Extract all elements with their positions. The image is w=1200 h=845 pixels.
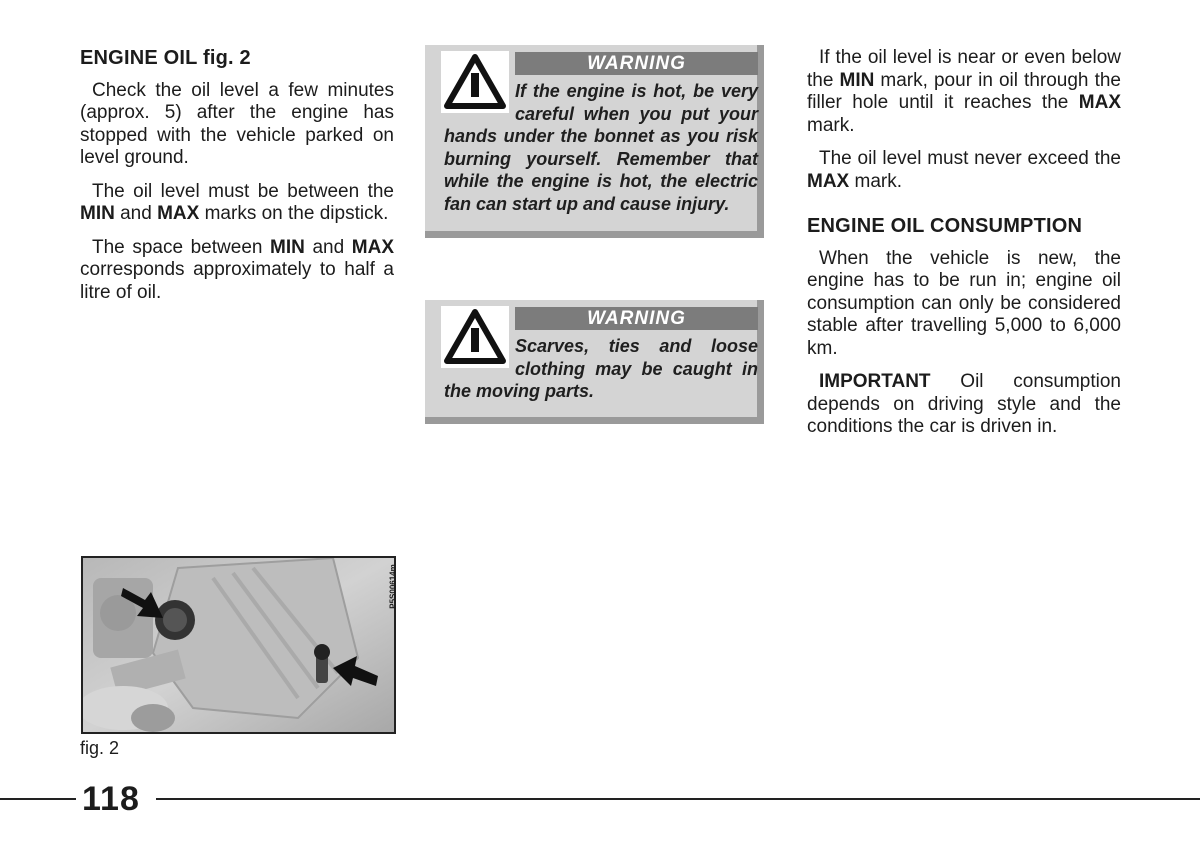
warning-title: WARNING <box>515 52 758 75</box>
right-column <box>807 47 1121 450</box>
figure-code: P5S00614m <box>388 564 398 609</box>
paragraph-oil-level-range: The oil level must be between the MIN and MAX marks on the dipstick. <box>80 180 394 224</box>
paragraph-check-oil: Check the oil level a few minutes (approx. 5) after the engine has stopped with the vehicle parked on level ground. <box>80 79 394 168</box>
warning-title: WARNING <box>515 307 758 330</box>
warning-box-clothing <box>425 300 764 424</box>
paragraph-min-max-space: The space between MIN and MAX corresponds approximately to half a litre of oil. <box>80 236 394 303</box>
paragraph-never-exceed: The oil level must never exceed the MAX mark. <box>807 148 1121 192</box>
engine-bay-photo <box>81 556 396 734</box>
paragraph-top-up-oil: If the oil level is near or even below the MIN mark, pour in oil through the filler hole until it reaches the MAX mark. <box>807 47 1121 136</box>
left-column <box>80 47 394 315</box>
warning-box-hot-engine <box>425 45 764 238</box>
warning-text: If the engine is hot, be very careful when you put your hands under the bonnet as you risk burning yourself. Remember that while the engine is hot, the electric fan can start up and cause injury. <box>444 81 758 214</box>
section-heading-engine-oil: ENGINE OIL fig. 2 <box>80 47 251 69</box>
page-number: 118 <box>82 780 140 818</box>
footer-rule-right <box>156 798 1200 800</box>
paragraph-important: IMPORTANT Oil consumption depends on driving style and the conditions the car is driven in. <box>807 371 1121 437</box>
section-heading-oil-consumption: ENGINE OIL CONSUMPTION <box>807 215 1083 237</box>
paragraph-running-in: When the vehicle is new, the engine has to be run in; engine oil consumption can only be considered stable after travelling 5,000 to 6,000 km. <box>807 247 1121 359</box>
footer-rule-left <box>0 798 76 800</box>
figure-caption: fig. 2 <box>80 738 120 758</box>
warning-text: Scarves, ties and loose clothing may be caught in the moving parts. <box>444 336 758 401</box>
